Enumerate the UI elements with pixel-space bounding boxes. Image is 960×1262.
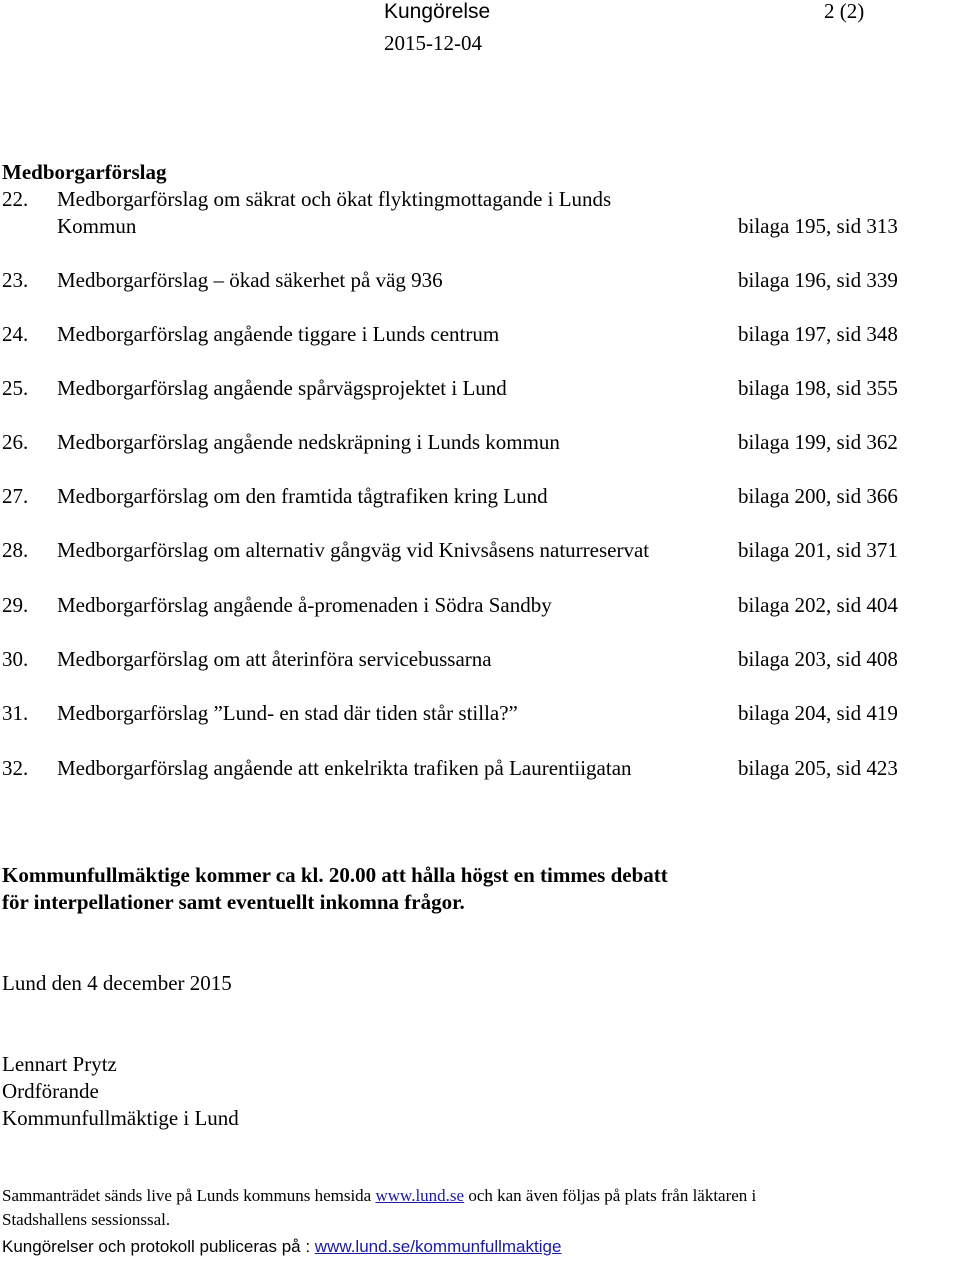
item-number: 32. xyxy=(2,756,29,780)
debate-notice-line: Kommunfullmäktige kommer ca kl. 20.00 att hålla högst en timmes debatt xyxy=(2,863,668,887)
signature-block xyxy=(2,1051,239,1132)
item-text: Medborgarförslag – ökad säkerhet på väg 936 xyxy=(57,268,443,292)
item-text: Medborgarförslag angående spårvägsprojektet i Lund xyxy=(57,376,507,400)
footer-venue-line: Stadshallens sessionssal. xyxy=(2,1210,171,1229)
footer-text: Kungörelser och protokoll publiceras på : xyxy=(2,1237,315,1256)
lund-website-link[interactable]: www.lund.se xyxy=(375,1186,465,1205)
document-title: Kungörelse xyxy=(384,0,491,23)
signatory-body: Kommunfullmäktige i Lund xyxy=(2,1106,239,1130)
footer-publication-line xyxy=(2,1235,561,1259)
signatory-name: Lennart Prytz xyxy=(2,1052,117,1076)
item-reference: bilaga 202, sid 404 xyxy=(738,593,898,617)
signatory-role: Ordförande xyxy=(2,1079,99,1103)
item-number: 28. xyxy=(2,538,29,562)
footer-broadcast-line xyxy=(2,1184,756,1208)
item-text: Medborgarförslag angående å-promenaden i Södra Sandby xyxy=(57,593,552,617)
item-reference: bilaga 201, sid 371 xyxy=(738,538,898,562)
item-text: Medborgarförslag om att återinföra servicebussarna xyxy=(57,647,492,671)
item-number: 30. xyxy=(2,647,29,671)
item-reference: bilaga 198, sid 355 xyxy=(738,376,898,400)
item-text: Medborgarförslag angående tiggare i Lunds centrum xyxy=(57,322,500,346)
item-number: 23. xyxy=(2,268,29,292)
item-text: Medborgarförslag om säkrat och ökat flyktingmottagande i Lunds xyxy=(57,187,612,211)
item-reference: bilaga 203, sid 408 xyxy=(738,647,898,671)
footer-text: och kan även följas på plats från läktaren i xyxy=(464,1186,757,1205)
place-date-line: Lund den 4 december 2015 xyxy=(2,971,232,995)
item-reference: bilaga 204, sid 419 xyxy=(738,701,898,725)
item-text: Medborgarförslag ”Lund- en stad där tiden står stilla?” xyxy=(57,701,518,725)
item-text: Medborgarförslag angående nedskräpning i Lunds kommun xyxy=(57,430,560,454)
item-number: 31. xyxy=(2,701,29,725)
item-reference: bilaga 196, sid 339 xyxy=(738,268,898,292)
footer-text: Sammanträdet sänds live på Lunds kommuns hemsida xyxy=(2,1186,376,1205)
item-text: Medborgarförslag om den framtida tågtrafiken kring Lund xyxy=(57,484,548,508)
item-text: Medborgarförslag angående att enkelrikta trafiken på Laurentiigatan xyxy=(57,756,632,780)
kommunfullmaktige-link[interactable]: www.lund.se/kommunfullmaktige xyxy=(314,1237,562,1256)
document-date: 2015-12-04 xyxy=(384,31,482,55)
item-number: 27. xyxy=(2,484,29,508)
item-reference: bilaga 199, sid 362 xyxy=(738,430,898,454)
item-number: 25. xyxy=(2,376,29,400)
item-number: 22. xyxy=(2,187,29,211)
item-reference: bilaga 197, sid 348 xyxy=(738,322,898,346)
page-number: 2 (2) xyxy=(824,0,865,23)
item-reference: bilaga 205, sid 423 xyxy=(738,756,898,780)
item-reference: bilaga 195, sid 313 xyxy=(738,214,898,238)
item-number: 29. xyxy=(2,593,29,617)
debate-notice xyxy=(2,862,802,916)
item-number: 24. xyxy=(2,322,29,346)
item-text-continued: Kommun xyxy=(57,214,137,238)
item-text: Medborgarförslag om alternativ gångväg vid Knivsåsens naturreservat xyxy=(57,538,650,562)
item-number: 26. xyxy=(2,430,29,454)
item-reference: bilaga 200, sid 366 xyxy=(738,484,898,508)
section-title: Medborgarförslag xyxy=(2,160,167,184)
debate-notice-line: för interpellationer samt eventuellt inkomna frågor. xyxy=(2,890,465,914)
